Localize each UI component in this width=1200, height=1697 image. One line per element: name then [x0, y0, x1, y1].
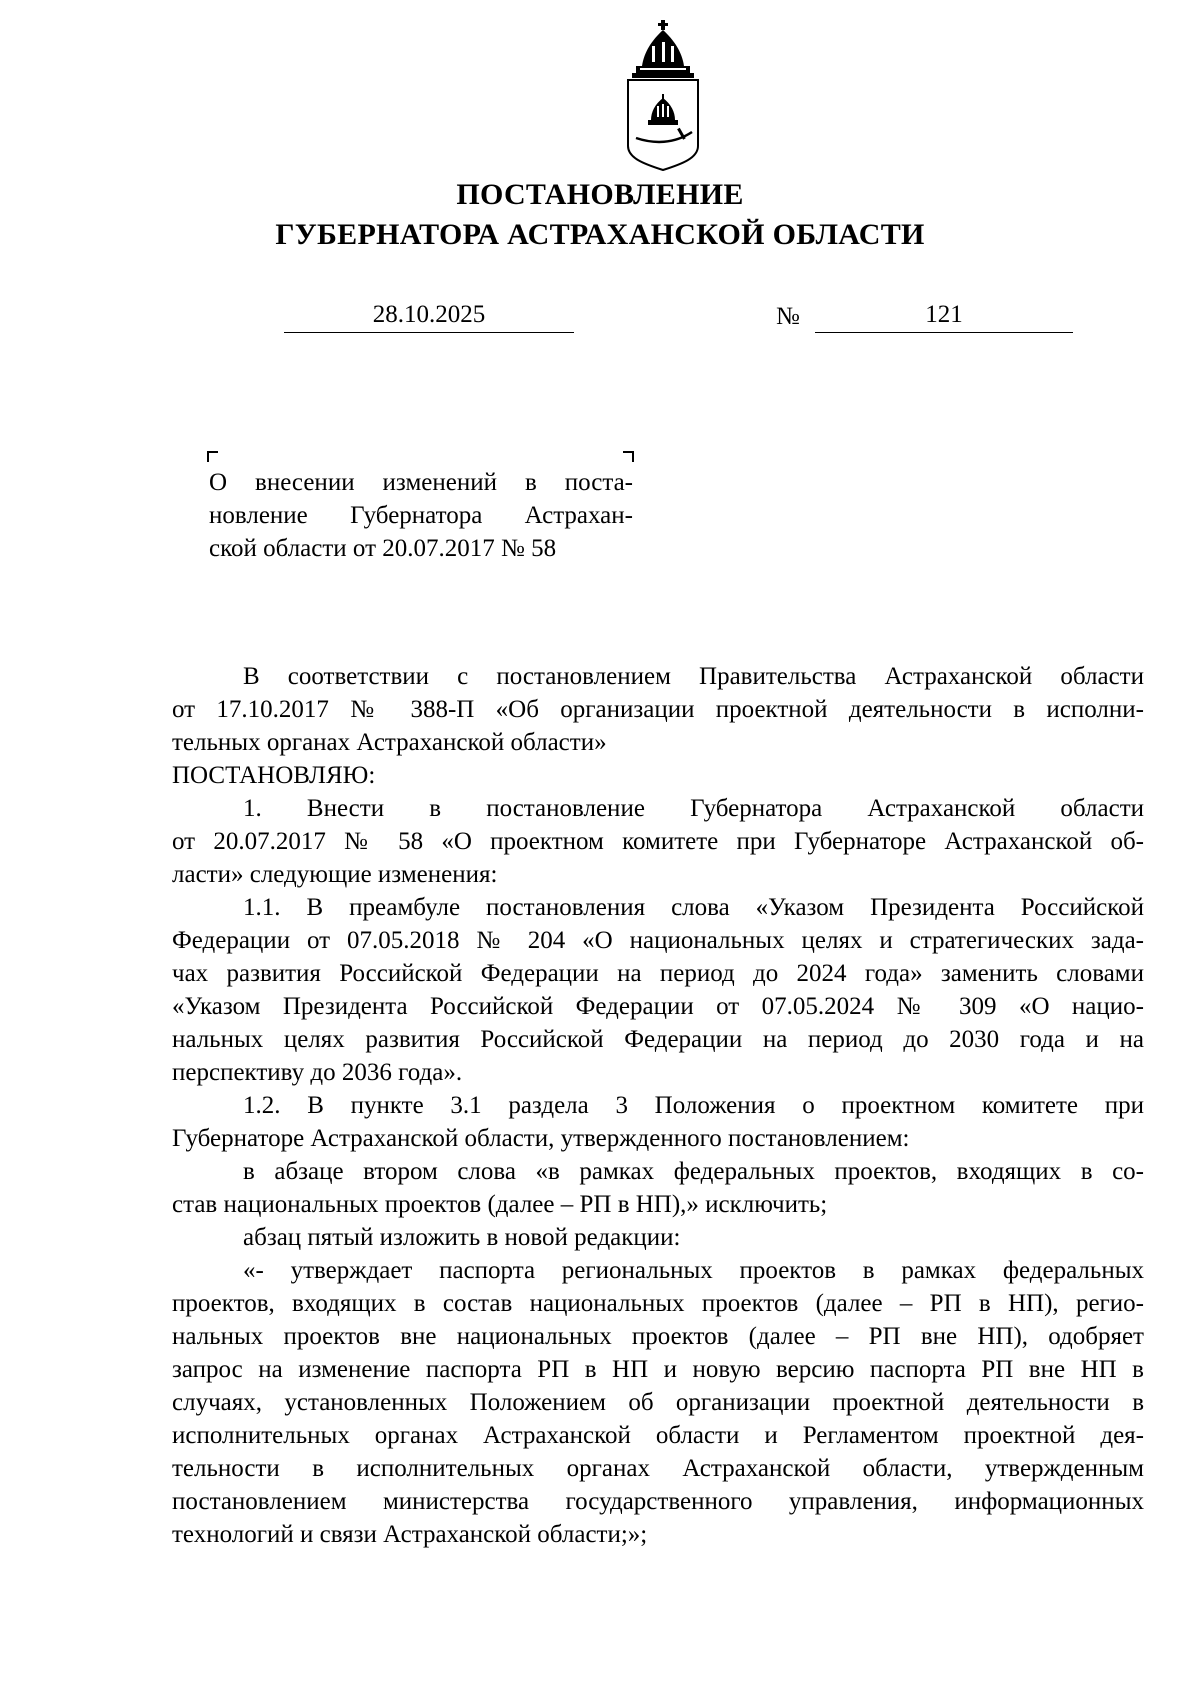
body-line: перспективу до 2036 года».	[172, 1059, 463, 1086]
body-line: ласти» следующие изменения:	[172, 861, 498, 888]
body-line: абзац пятый изложить в новой редакции:	[243, 1224, 681, 1251]
body-line: 1. Внести в постановление Губернатора Астраханской области	[243, 795, 1144, 822]
body-line: тельности в исполнительных органах Астраханской области, утвержденным	[172, 1455, 1144, 1482]
body-line: ПОСТАНОВЛЯЮ:	[172, 762, 376, 789]
body-line: чах развития Российской Федерации на период до 2024 года» заменить словами	[172, 960, 1144, 987]
body-line: от 17.10.2017 № 388-П «Об организации проектной деятельности в исполни-	[172, 696, 1144, 723]
body-line: Федерации от 07.05.2018 № 204 «О национальных целях и стратегических зада-	[172, 927, 1144, 954]
number-sign: №	[776, 303, 800, 330]
document-type-title: ПОСТАНОВЛЕНИЕ	[456, 178, 744, 211]
body-line: нальных целях развития Российской Федерации на период до 2030 года и на	[172, 1026, 1144, 1053]
document-date: 28.10.2025	[284, 298, 574, 333]
body-line: от 20.07.2017 № 58 «О проектном комитете при Губернаторе Астраханской об-	[172, 828, 1144, 855]
document-subject	[209, 466, 633, 565]
body-line: исполнительных органах Астраханской области и Регламентом проектной дея-	[172, 1422, 1144, 1449]
subject-corner-right	[623, 451, 634, 462]
body-line: 1.1. В преамбуле постановления слова «Указом Президента Российской	[243, 894, 1144, 921]
body-line: случаях, установленных Положением об организации проектной деятельности в	[172, 1389, 1144, 1416]
body-line: Губернаторе Астраханской области, утвержденного постановлением:	[172, 1125, 910, 1152]
body-line: 1.2. В пункте 3.1 раздела 3 Положения о проектном комитете при	[243, 1092, 1144, 1119]
issuer-title: ГУБЕРНАТОРА АСТРАХАНСКОЙ ОБЛАСТИ	[275, 218, 925, 251]
body-line: нальных проектов вне национальных проектов (далее – РП вне НП), одобряет	[172, 1323, 1144, 1350]
body-line: В соответствии с постановлением Правительства Астраханской области	[243, 663, 1144, 690]
document-body	[172, 660, 1144, 1551]
subject-line: ской области от 20.07.2017 № 58	[209, 535, 557, 562]
astrakhan-coat-of-arms-icon	[622, 18, 704, 172]
subject-line: новление Губернатора Астрахан-	[209, 502, 633, 529]
body-line: запрос на изменение паспорта РП в НП и новую версию паспорта РП вне НП в	[172, 1356, 1144, 1383]
subject-line: О внесении изменений в поста-	[209, 469, 633, 496]
body-line: технологий и связи Астраханской области;»;	[172, 1521, 648, 1548]
document-number: 121	[815, 298, 1073, 333]
body-line: тельных органах Астраханской области»	[172, 729, 607, 756]
body-line: проектов, входящих в состав национальных проектов (далее – РП в НП), регио-	[172, 1290, 1144, 1317]
subject-corner-left	[207, 451, 218, 462]
body-line: постановлением министерства государственного управления, информационных	[172, 1488, 1144, 1515]
body-line: «- утверждает паспорта региональных проектов в рамках федеральных	[243, 1257, 1144, 1284]
body-line: став национальных проектов (далее – РП в НП),» исключить;	[172, 1191, 828, 1218]
body-line: «Указом Президента Российской Федерации от 07.05.2024 № 309 «О нацио-	[172, 993, 1144, 1020]
body-line: в абзаце втором слова «в рамках федеральных проектов, входящих в со-	[243, 1158, 1144, 1185]
